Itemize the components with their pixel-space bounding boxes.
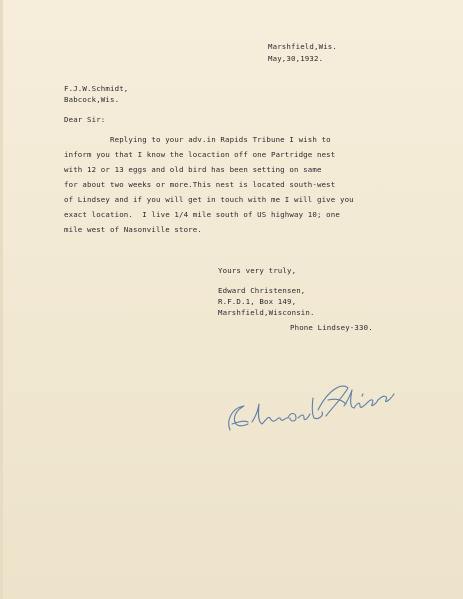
handwritten-signature xyxy=(218,360,408,450)
body-line: for about two weeks or more.This nest is located south-west xyxy=(64,180,336,189)
place-line: Marshfield,Wis. xyxy=(268,42,337,51)
sender-address: R.F.D.1, Box 149, xyxy=(218,297,297,306)
date-line: May,30,1932. xyxy=(268,54,324,63)
sender-city: Marshfield,Wisconsin. xyxy=(218,308,315,317)
body-line: with 12 or 13 eggs and old bird has been setting on same xyxy=(64,165,322,174)
salutation: Dear Sir: xyxy=(64,115,106,124)
body-line: of Lindsey and if you will get in touch with me I will give you xyxy=(64,195,354,204)
paper-edge-left xyxy=(0,0,3,599)
body-line: inform you that I know the locaction off one Partridge nest xyxy=(64,150,336,159)
sender-name: Edward Christensen, xyxy=(218,286,306,295)
body-line: mile west of Nasonville store. xyxy=(64,225,202,234)
recipient-city: Babcock,Wis. xyxy=(64,95,120,104)
body-line: Replying to your adv.in Rapids Tribune I wish to xyxy=(110,135,331,144)
body-line: exact location. I live 1/4 mile south of US highway 10; one xyxy=(64,210,340,219)
recipient-name: F.J.W.Schmidt, xyxy=(64,84,129,93)
phone-line: Phone Lindsey-330. xyxy=(290,323,373,332)
closing: Yours very truly, xyxy=(218,266,297,275)
